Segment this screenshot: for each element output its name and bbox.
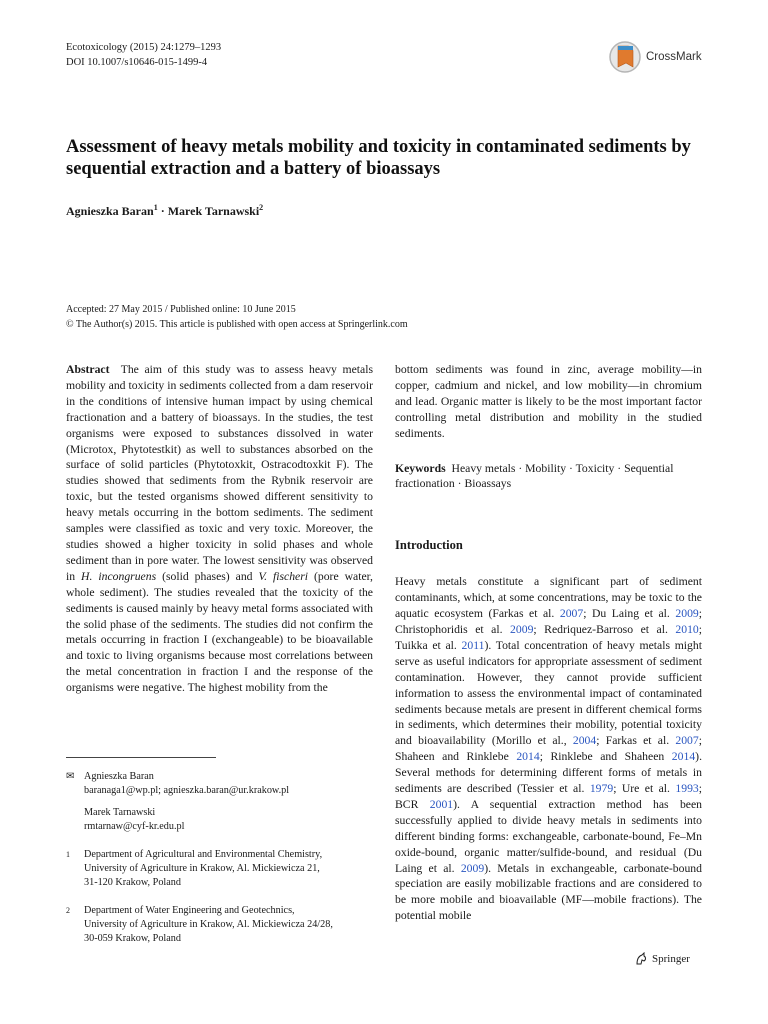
author-affil-sup: 1 (153, 203, 158, 212)
abstract-text: The aim of this study was to assess heavy metals mobility and toxicity in sediments collected from a dam reservoir in the conditions of intensive human impact by using chemical fractionation and a battery of bioassays. In the studies, the test organisms were exposed to substances dissolved in water (Microtox, Phytotestkit) as well to substances absorbed on the surface of solid particles (Phytotoxkit, Ostracodtoxkit F). The studies showed that sediments from the Rybnik reservoir are toxic, but the tested organisms showed different sensitivity to heavy metals occurring in the bottom sediments. The sediment samples were classified as toxic and very toxic. Moreover, the studies showed a higher toxicity in solid phases and whole sediment than in pore water. The lowest sensitivity was observed in (66, 363, 373, 583)
citation-year-link[interactable]: 2001 (429, 797, 454, 811)
keywords-text: Heavy metals · Mobility · Toxicity · Sequential fractionation · Bioassays (395, 461, 674, 491)
publisher-name: Springer (652, 953, 690, 965)
journal-line: Ecotoxicology (2015) 24:1279–1293 (66, 42, 222, 53)
journal-citation (66, 40, 221, 70)
intro-text: ; Rinklebe and Shaheen (539, 750, 672, 764)
intro-text: ; Tuikka et al. (395, 622, 702, 652)
abstract-column (66, 362, 373, 696)
intro-text: ). Several methods for determining different forms of metals in sediments are described (Tessier et al. (395, 750, 702, 796)
keywords-label: Keywords (395, 461, 446, 475)
contact-name: Marek Tarnawski (84, 807, 156, 818)
citation-year-link[interactable]: 2007 (559, 607, 584, 621)
intro-text: ; Christophoridis et al. (395, 607, 702, 636)
introduction-heading: Introduction (395, 538, 463, 553)
contact-email[interactable]: rmtarnaw@cyf-kr.edu.pl (84, 821, 185, 832)
abstract-continuation: bottom sediments was found in zinc, average mobility—in copper, cadmium and nickel, and low mobility—in chromium and lead. Organic matter is likely to be the most important factor controlling metal distribution and mobility in the studied sediments. (395, 363, 702, 440)
intro-text: Heavy metals constitute a significant part of sediment contaminants, which, at some concentrations, may be toxic to the aquatic ecosystem (Farkas et al. (395, 575, 702, 621)
contact-email[interactable]: baranaga1@wp.pl; agnieszka.baran@ur.krakow.pl (84, 785, 290, 796)
abstract-text: (solid phases) and (156, 569, 259, 583)
citation-year-link[interactable]: 2009 (460, 861, 485, 875)
springer-horse-icon (634, 952, 648, 966)
affiliation-line: Department of Agricultural and Environmental Chemistry, (84, 849, 323, 860)
citation-year-link[interactable]: 2007 (675, 734, 699, 748)
intro-text: ; Farkas et al. (596, 734, 676, 748)
intro-text: ; Ure et al. (613, 782, 676, 796)
citation-year-link[interactable]: 1979 (589, 782, 614, 796)
citation-year-link[interactable]: 2011 (461, 638, 485, 652)
species-name: V. fischeri (258, 569, 309, 583)
right-column (395, 362, 702, 924)
citation-year-link[interactable]: 2009 (675, 607, 699, 621)
affiliation-number: 1 (66, 850, 70, 859)
affiliation-2 (66, 904, 376, 946)
affiliation-number: 2 (66, 906, 70, 915)
intro-text: ; Du Laing et al. (583, 607, 676, 621)
citation-year-link[interactable]: 2004 (572, 734, 597, 748)
copyright-line: © The Author(s) 2015. This article is published with open access at Springerlink.com (66, 319, 408, 330)
author-name: Agnieszka Baran (66, 204, 154, 218)
author-name: Marek Tarnawski (167, 204, 260, 218)
introduction-paragraph (395, 574, 702, 924)
affiliation-line: Department of Water Engineering and Geotechnics, (84, 905, 295, 916)
publisher-logo (634, 952, 690, 966)
citation-year-link[interactable]: 2014 (516, 750, 540, 764)
affiliation-line: 30-059 Krakow, Poland (84, 933, 181, 944)
affiliation-1 (66, 848, 376, 890)
species-name: H. incongruens (81, 569, 157, 583)
author-affil-sup: 2 (259, 203, 264, 212)
abstract-paragraph (66, 362, 373, 696)
affiliation-line: University of Agriculture in Krakow, Al. Mickiewicza 21, (84, 863, 320, 874)
crossmark-badge[interactable] (608, 40, 702, 74)
affiliation-line: University of Agriculture in Krakow, Al. Mickiewicza 24/28, (84, 919, 333, 930)
intro-text: ). A sequential extraction method has been successfully applied to divide heavy metals in sediments into different binding forms: exchangeable, carbonate-bound, Fe–Mn oxide-bound, organic matter/sulfide-bound, and residual (Du Laing et al. (395, 797, 703, 875)
paper-title: Assessment of heavy metals mobility and toxicity in contaminated sediments by sequential extraction and a battery of bioassays (66, 137, 691, 179)
citation-year-link[interactable]: 2009 (510, 622, 534, 636)
contact-2 (66, 806, 376, 834)
article-dates (66, 302, 408, 332)
contact-block (66, 770, 376, 946)
mail-icon: ✉ (66, 771, 75, 782)
contact-1 (66, 770, 376, 798)
intro-text: ). Metals in exchangeable, carbonate-bound speciation are easily mobilizable fractions and are considered to be more mobile and bioavailable (MF—mobile fractions). The potential mobile (395, 861, 702, 923)
crossmark-label: CrossMark (646, 51, 702, 63)
citation-year-link[interactable]: 2010 (675, 622, 699, 636)
abstract-label: Abstract (66, 363, 110, 376)
author-list (66, 203, 263, 219)
intro-text: ; Shaheen and Rinklebe (395, 734, 702, 764)
citation-year-link[interactable]: 1993 (675, 782, 699, 796)
abstract-text: (pore water, whole sediment). The studies revealed that the toxicity of the sediments is caused mainly by heavy metal forms associated with the solid phase of the sediments. The studies did not confirm the metals occurring in fraction I (exchangeable) to be bioavailable and toxic to living organisms because most correlations between the metal concentration in fraction I and the response of the organisms were negative. The highest mobility from the (66, 569, 373, 695)
intro-text: ). Total concentration of heavy metals might serve as useful indicators for appropriate assessment of sediment contamination. However, they cannot provide sufficient information to assess the environmental impact of contaminated sediments because metals are present in different chemical forms in sediments, which determines their mobility, potential toxicity and bioavailability (Morillo et al., (395, 638, 702, 748)
author-separator: · (157, 204, 168, 218)
intro-text: ; Redriquez-Barroso et al. (533, 622, 676, 636)
dates-line: Accepted: 27 May 2015 / Published online: 10 June 2015 (66, 304, 296, 315)
contact-name: Agnieszka Baran (84, 771, 154, 782)
doi-line[interactable]: DOI 10.1007/s10646-015-1499-4 (66, 57, 208, 68)
crossmark-icon (608, 40, 642, 74)
footnote-divider (66, 757, 216, 758)
keywords-paragraph (395, 461, 702, 493)
affiliation-line: 31-120 Krakow, Poland (84, 877, 181, 888)
citation-year-link[interactable]: 2014 (671, 750, 696, 764)
intro-text: ; BCR (395, 782, 702, 811)
